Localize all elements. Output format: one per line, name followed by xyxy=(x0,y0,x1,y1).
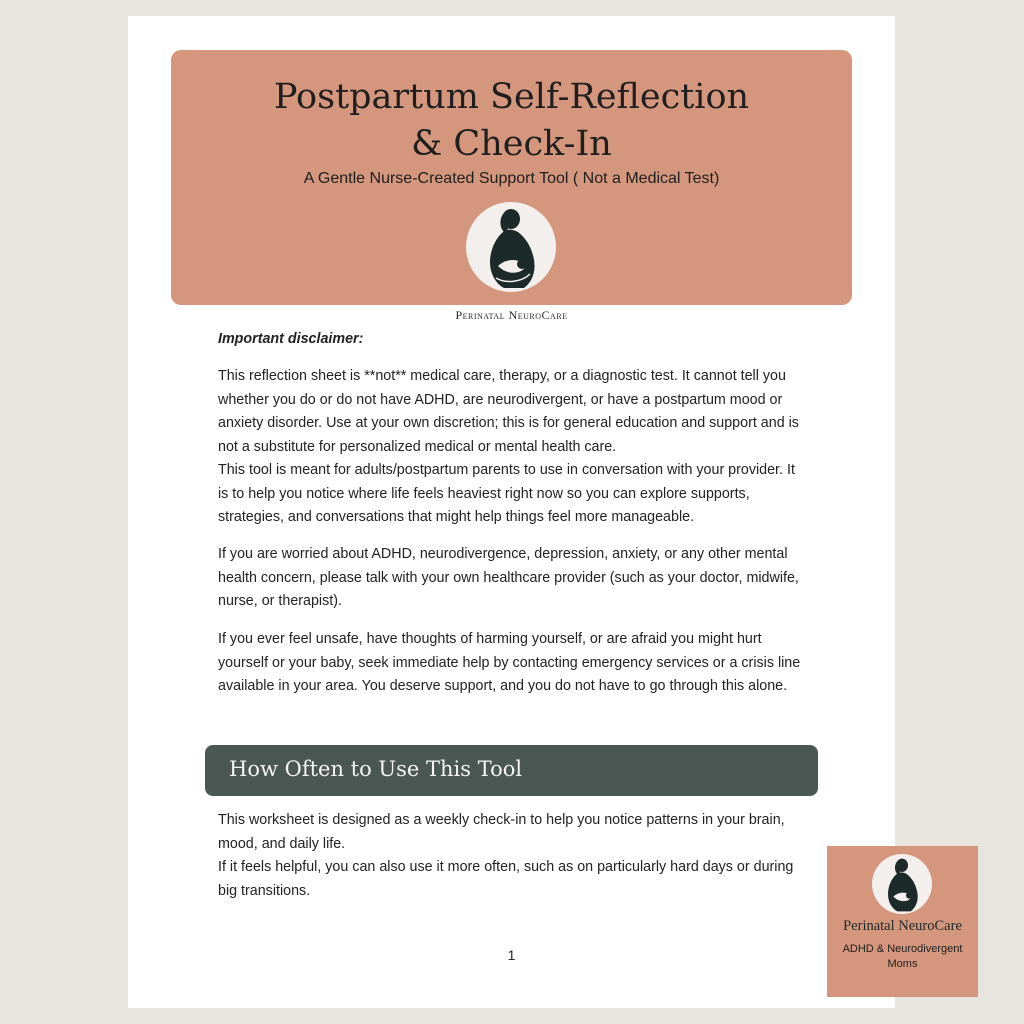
document-page xyxy=(128,16,895,1008)
section-paragraph xyxy=(218,809,808,903)
page-subtitle: A Gentle Nurse-Created Support Tool ( Not a Medical Test) xyxy=(303,170,720,187)
header-banner xyxy=(171,50,852,305)
brand-badge xyxy=(827,846,978,997)
brand-name: Perinatal NeuroCare xyxy=(455,308,568,322)
section-text-a: This worksheet is designed as a weekly check-in to help you notice patterns in your brain, mood, and daily life. xyxy=(218,812,785,852)
page-title xyxy=(171,74,852,168)
disclaimer-paragraph-1 xyxy=(218,365,808,530)
disclaimer-heading: Important disclaimer: xyxy=(218,331,364,347)
mother-baby-silhouette-icon xyxy=(466,202,556,292)
disclaimer-paragraph-3 xyxy=(218,628,808,699)
section-text-b: If it feels helpful, you can also use it more often, such as on particularly hard days or during big transitions. xyxy=(218,859,794,899)
page-number: 1 xyxy=(507,947,516,963)
section-heading-bar xyxy=(205,745,818,796)
disclaimer-text-d: If you ever feel unsafe, have thoughts of harming yourself, or are afraid you might hurt yourself or your baby, seek immediate help by contacting emergency services or a crisis line available in your area. You deserve support, and you do not have to go through this alone. xyxy=(218,631,801,694)
title-line-1: Postpartum Self-Reflection xyxy=(273,77,750,117)
disclaimer-paragraph-2 xyxy=(218,543,808,614)
disclaimer-text-c: If you are worried about ADHD, neurodivergence, depression, anxiety, or any other mental health concern, please talk with your own healthcare provider (such as your doctor, midwife, nurse, or therapist). xyxy=(218,546,799,609)
badge-subtitle: ADHD & Neurodivergent Moms xyxy=(842,943,963,970)
section-title: How Often to Use This Tool xyxy=(229,757,523,781)
title-line-2: & Check-In xyxy=(411,124,612,164)
disclaimer-text-a: This reflection sheet is **not** medical care, therapy, or a diagnostic test. It cannot tell you whether you do or do not have ADHD, are neurodivergent, or have a postpartum mood or anxiety disorder. Use at your own discretion; this is for general education and support and is not a substitute for personalized medical or mental health care. xyxy=(218,368,799,455)
badge-title: Perinatal NeuroCare xyxy=(843,918,962,934)
disclaimer-text-b: This tool is meant for adults/postpartum parents to use in conversation with your provider. It is to help you notice where life feels heaviest right now so you can explore supports, strategies, and conversations that might help things feel more manageable. xyxy=(218,462,795,525)
mother-baby-silhouette-icon xyxy=(872,854,932,914)
